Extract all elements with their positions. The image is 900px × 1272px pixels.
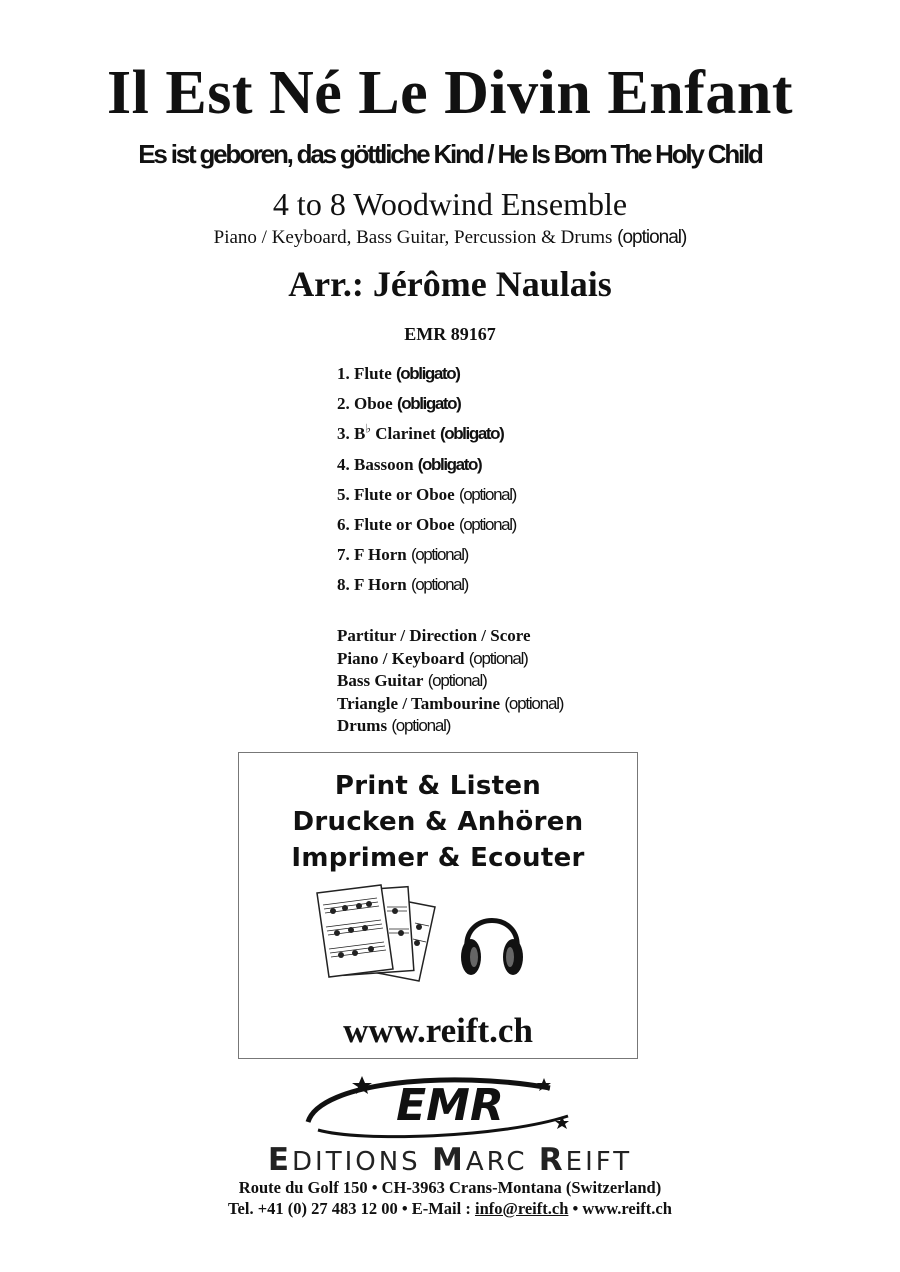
- score-title: Il Est Né Le Divin Enfant: [107, 59, 793, 127]
- website-link[interactable]: www.reift.ch: [343, 1011, 533, 1050]
- print-listen-line: Imprimer & Ecouter: [291, 843, 585, 873]
- print-listen-line: Drucken & Anhören: [292, 807, 584, 837]
- optional-instruments: [0, 227, 900, 249]
- part-item: 3. B♭ Clarinet (obligato): [337, 421, 504, 444]
- part-item: 8. F Horn (optional): [337, 575, 468, 595]
- publisher-name: EDITIONS MARC REIFT: [267, 1142, 633, 1178]
- part-item: 5. Flute or Oboe (optional): [337, 484, 516, 504]
- publisher-contact: [0, 1199, 900, 1219]
- part-item: 4. Bassoon (obligato): [337, 454, 482, 474]
- emr-logo: [300, 1072, 600, 1144]
- score-subtitle: Es ist geboren, das göttliche Kind / He Is Born The Holy Child: [138, 139, 762, 169]
- logo-text: EMR: [396, 1080, 504, 1131]
- part-item: 2. Oboe (obligato): [337, 394, 461, 414]
- print-listen-line: Print & Listen: [334, 771, 542, 801]
- part-item: 7. F Horn (optional): [337, 545, 468, 565]
- part-item: 6. Flute or Oboe (optional): [337, 514, 516, 534]
- contact-web[interactable]: • www.reift.ch: [568, 1199, 672, 1218]
- publisher-address: Route du Golf 150 • CH-3963 Crans-Montana (Switzerland): [238, 1178, 662, 1197]
- part-item: 1. Flute (obligato): [337, 364, 460, 383]
- extra-item: Bass Guitar (optional): [337, 671, 487, 691]
- optional-note: (optional): [617, 227, 687, 248]
- extras-list: [337, 626, 563, 739]
- flat-symbol: ♭: [365, 421, 372, 436]
- catalog-number: EMR 89167: [404, 324, 496, 344]
- ensemble-type: 4 to 8 Woodwind Ensemble: [272, 186, 628, 222]
- extra-item: Drums (optional): [337, 716, 451, 736]
- email-link[interactable]: info@reift.ch: [474, 1199, 569, 1218]
- optional-instruments-list: Piano / Keyboard, Bass Guitar, Percussion & Drums: [213, 227, 613, 248]
- print-listen-box[interactable]: [238, 752, 638, 1059]
- contact-tel: Tel. +41 (0) 27 483 12 00 • E-Mail :: [228, 1199, 475, 1218]
- extra-item: Partitur / Direction / Score: [337, 626, 531, 645]
- sheet-music-icon: [311, 883, 441, 983]
- extra-item: Piano / Keyboard (optional): [337, 648, 528, 668]
- arranger: Arr.: Jérôme Naulais: [288, 264, 612, 304]
- headphones-icon: [457, 903, 527, 983]
- parts-list: [337, 364, 516, 606]
- extra-item: Triangle / Tambourine (optional): [337, 693, 564, 713]
